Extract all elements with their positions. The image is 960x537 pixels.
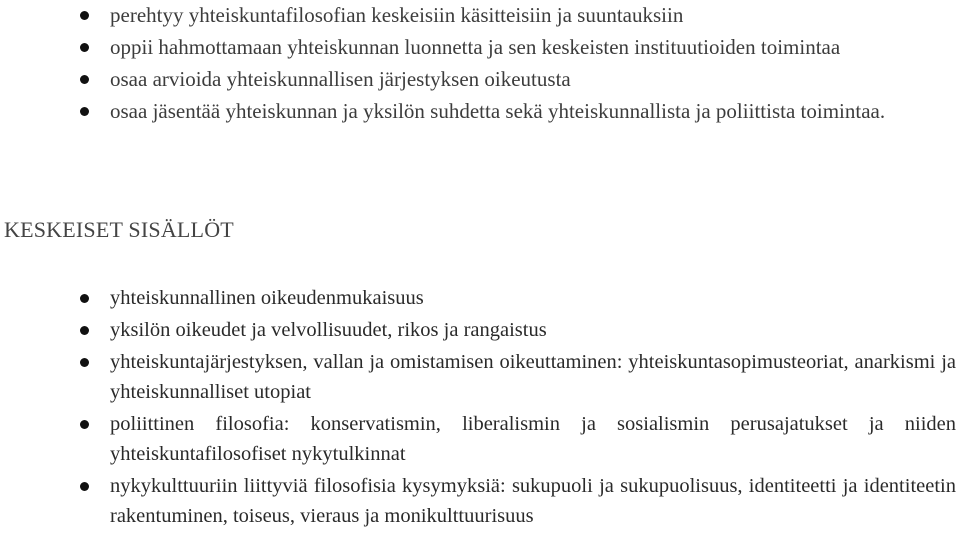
- contents-list: [0, 283, 960, 533]
- objective-text: perehtyy yhteiskuntafilosofian keskeisiin käsitteisiin ja suuntauksiin: [110, 3, 684, 27]
- content-text: yksilön oikeudet ja velvollisuudet, rikos ja rangaistus: [110, 319, 547, 341]
- bullet-icon: [80, 294, 89, 303]
- list-item: [0, 283, 960, 313]
- bullet-icon: [80, 358, 89, 367]
- section-heading: KESKEISET SISÄLLÖT: [4, 217, 234, 242]
- bullet-icon: [80, 75, 89, 84]
- objectives-list: [0, 1, 960, 129]
- list-item: [0, 1, 960, 30]
- bullet-icon: [80, 11, 89, 20]
- bullet-icon: [80, 107, 89, 116]
- list-item: [0, 97, 960, 126]
- list-item: [0, 409, 960, 469]
- content-text: nykykulttuuriin liittyviä filosofisia kysymyksiä: sukupuoli ja sukupuolisuus, identiteetti ja identiteetin rakentuminen, toiseus, vieraus ja monikulttuurisuus: [110, 475, 956, 527]
- objective-text: osaa jäsentää yhteiskunnan ja yksilön suhdetta sekä yhteiskunnallista ja poliittista toimintaa.: [110, 99, 886, 123]
- content-text: yhteiskuntajärjestyksen, vallan ja omistamisen oikeuttaminen: yhteiskuntasopimusteoriat, anarkismi ja yhteiskunnalliset utopiat: [110, 351, 956, 403]
- list-item: [0, 33, 960, 62]
- objective-text: osaa arvioida yhteiskunnallisen järjestyksen oikeutusta: [110, 67, 571, 91]
- bullet-icon: [80, 420, 89, 429]
- content-text: yhteiskunnallinen oikeudenmukaisuus: [110, 287, 424, 309]
- list-item: [0, 65, 960, 94]
- list-item: [0, 347, 960, 407]
- content-text: poliittinen filosofia: konservatismin, liberalismin ja sosialismin perusajatukset ja niiden yhteiskuntafilosofiset nykytulkinnat: [110, 413, 956, 465]
- bullet-icon: [80, 482, 89, 491]
- bullet-icon: [80, 326, 89, 335]
- list-item: [0, 471, 960, 531]
- bullet-icon: [80, 43, 89, 52]
- list-item: [0, 315, 960, 345]
- objective-text: oppii hahmottamaan yhteiskunnan luonnetta ja sen keskeisten instituutioiden toimintaa: [110, 35, 841, 59]
